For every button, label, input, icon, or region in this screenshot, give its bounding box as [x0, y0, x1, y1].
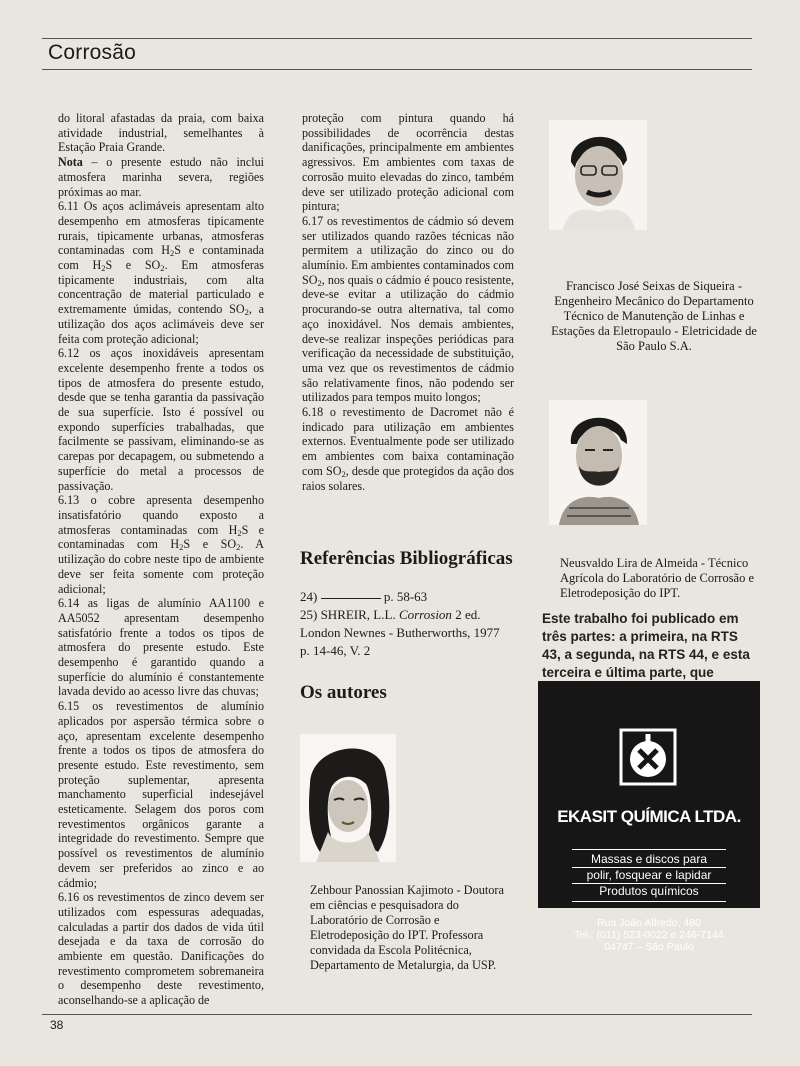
authors-heading: Os autores: [300, 682, 387, 703]
ad-address: [538, 917, 760, 953]
item-6-14: 6.14 as ligas de alumínio AA1100 e AA5052 apresentam desempenho satisfatório frente a todos os tipos de atmosfera do presente estudo. Este desempenho é garantido quando a superfície do alumínio é constantemente lavada devido ao acesso livre das chuvas;: [58, 596, 264, 699]
subscript: 2: [237, 527, 242, 538]
reference-24: [300, 588, 510, 606]
portrait-image: [549, 120, 647, 230]
note-label: Nota: [58, 155, 83, 170]
text: 6.18 o revestimento de Dacromet não é indicado para utilização em ambientes externos. Eventualmente pode ser utilizado em ambientes com baixa contaminação com SO: [302, 405, 514, 478]
text: , a utilização dos aços aclimáveis deve ser feita com proteção adicional;: [58, 302, 264, 346]
body-column-1: [58, 111, 264, 1008]
paragraph: do litoral afastadas da praia, com baixa atividade industrial, semelhantes à Estação Praia Grande.: [58, 111, 264, 155]
note-text: – o presente estudo não inclui atmosfera marinha severa, regiões próximas ao mar.: [58, 155, 264, 199]
ref-pages: p. 58-63: [383, 589, 428, 604]
text: . Em atmosferas tipicamente industriais, com alta concentração de material particulado e extremamente úmidas, contendo SO: [58, 258, 264, 317]
header-rule: [42, 38, 752, 39]
subscript: 2: [169, 248, 175, 259]
section-title: Corrosão: [48, 41, 136, 64]
ad-product-line: polir, fosquear e lapidar: [572, 868, 726, 884]
ad-company-name: EKASIT QUÍMICA LTDA.: [557, 807, 741, 826]
item-6-13: [58, 493, 264, 596]
ad-street: Rua João Alfredo, 480: [597, 917, 701, 929]
ad-city: 04747 – São Paulo: [604, 941, 694, 953]
author-caption-almeida: Neusvaldo Lira de Almeida - Técnico Agrícola do Laboratório de Corrosão e Eletrodeposição do IPT.: [560, 556, 755, 600]
item-6-16: 6.16 os revestimentos de zinco devem ser utilizados com espessuras adequadas, calculadas a partir dos dados de vida útil desejada e da taxa de corrosão do ambiente em questão. Danificações do revestimento comprometem sobremaneira o desempenho deste revestimento, aconselhando-se a aplicação de: [58, 890, 264, 1008]
ekasit-advertisement: [538, 681, 760, 953]
subscript: 2: [317, 277, 322, 288]
text: S e contaminada com H: [58, 243, 264, 273]
page-number: 38: [50, 1018, 64, 1032]
subscript: 2: [179, 542, 184, 553]
ref-number: 24): [300, 589, 318, 604]
subscript: 2: [244, 307, 249, 318]
publication-notice: Este trabalho foi publicado em três partes: a primeira, na RTS 43, a segunda, na RTS 44, e esta terceira e última parte, que: [542, 611, 750, 680]
subscript: 2: [101, 263, 106, 274]
section-rule: [42, 69, 752, 70]
ad-phone: Tel.: (011) 523-0022 e 246-7144: [574, 929, 724, 941]
ref-title: Corrosion: [398, 607, 452, 622]
body-column-2: [302, 111, 514, 493]
text: S e SO: [105, 258, 161, 273]
author-caption-siqueira: Francisco José Seixas de Siqueira - Engenheiro Mecânico do Departamento Técnico de Manutenção de Linhas e Estações da Eletropaulo - Eletricidade de São Paulo S.A.: [551, 279, 757, 353]
ad-product-line: Produtos químicos: [599, 884, 699, 898]
text: , nos quais o cádmio é pouco resistente, deve-se evitar a utilização do cádmio procurando-se outra alternativa, tal como aço inoxidável. Nos demais ambientes, deve-se realizar inspeções periódicas para verificação da necessidade de substituição, uma vez que os revestimentos de cádmio são relativamente finos, não podendo ser utilizados para tempos muito longos;: [302, 272, 514, 405]
ref-blank-line: [321, 588, 381, 599]
item-6-12: 6.12 os aços inoxidáveis apresentam excelente desempenho frente a todos os tipos de atmosfera do presente estudo, desde que se tenha garantia da passivação de sua superfície. Isto é possível ou expondo superfícies trabalhadas, que facilmente se passivam, eliminando-se as carepas por decapagem, ou submetendo a superfície do metal a processos de passivação.: [58, 346, 264, 493]
ekasit-logo-icon: [619, 728, 677, 786]
author-caption-kajimoto: Zehbour Panossian Kajimoto - Doutora em ciências e pesquisadora do Laboratório de Corrosão e Eletrodeposição do IPT. Professora convidada da Escola Politécnica, Departamento de Metalurgia, da USP.: [310, 883, 504, 972]
ad-product-line: Massas e discos para: [572, 852, 726, 868]
text: S e contaminadas com H: [58, 522, 264, 552]
ref-details: 2 ed. London Newnes - Butherworths, 1977 p. 14-46, V. 2: [300, 607, 500, 658]
text: , desde que protegidos da ação dos raios solares.: [302, 463, 514, 493]
subscript: 2: [236, 542, 241, 553]
text: S e SO: [183, 537, 237, 552]
references-heading: Referências Bibliográficas: [300, 548, 513, 569]
item-6-15: 6.15 os revestimentos de alumínio aplicados por aspersão térmica sobre o aço, apresentam excelente desempenho frente a todos os tipos de atmosfera do presente estudo. Este revestimento, sem proteção suplementar, apresenta manchamento superficial indesejável esteticamente. Selagem dos poros com revestimentos orgânicos garante a integridade do revestimento. Sempre que possível os revestimentos de alumínio devem ser preferidos ao zinco e ao cádmio;: [58, 699, 264, 890]
subscript: 2: [160, 263, 165, 274]
author-photo-siqueira: [549, 120, 647, 230]
footer-rule: [42, 1014, 752, 1015]
text: 6.13 o cobre apresenta desempenho insatisfatório quando exposto a atmosferas contaminadas com H: [58, 493, 264, 537]
ref-author: 25) SHREIR, L.L.: [300, 607, 399, 622]
portrait-image: [549, 400, 647, 525]
ad-product-box: [572, 849, 726, 902]
text: . A utilização do cobre neste tipo de ambiente deve ser feita somente com proteção adicional;: [58, 537, 264, 596]
author-photo-almeida: [549, 400, 647, 525]
item-6-17: [302, 214, 514, 405]
item-6-18: [302, 405, 514, 493]
text: 6.11 Os aços aclimáveis apresentam alto desempenho em atmosferas tipicamente rurais, tipicamente urbanas, atmosferas contaminadas com H: [58, 199, 264, 258]
paragraph: proteção com pintura quando há possibilidades de ocorrência destas danificações, principalmente em ambientes agressivos. Em ambientes com taxas de corrosão muito elevadas do zinco, também deve ser utilizado proteção adicional com pintura;: [302, 111, 514, 214]
references-list: [300, 588, 510, 660]
subscript: 2: [341, 468, 346, 479]
reference-25: [300, 606, 510, 660]
portrait-image: [300, 734, 396, 862]
text: 6.17 os revestimentos de cádmio só devem ser utilizados quando razões técnicas não permitem a utilização do zinco ou do alumínio. Em ambientes contaminados com SO: [302, 213, 514, 287]
author-photo-kajimoto: [300, 734, 396, 862]
note-paragraph: [58, 155, 264, 199]
item-6-11: [58, 199, 264, 346]
